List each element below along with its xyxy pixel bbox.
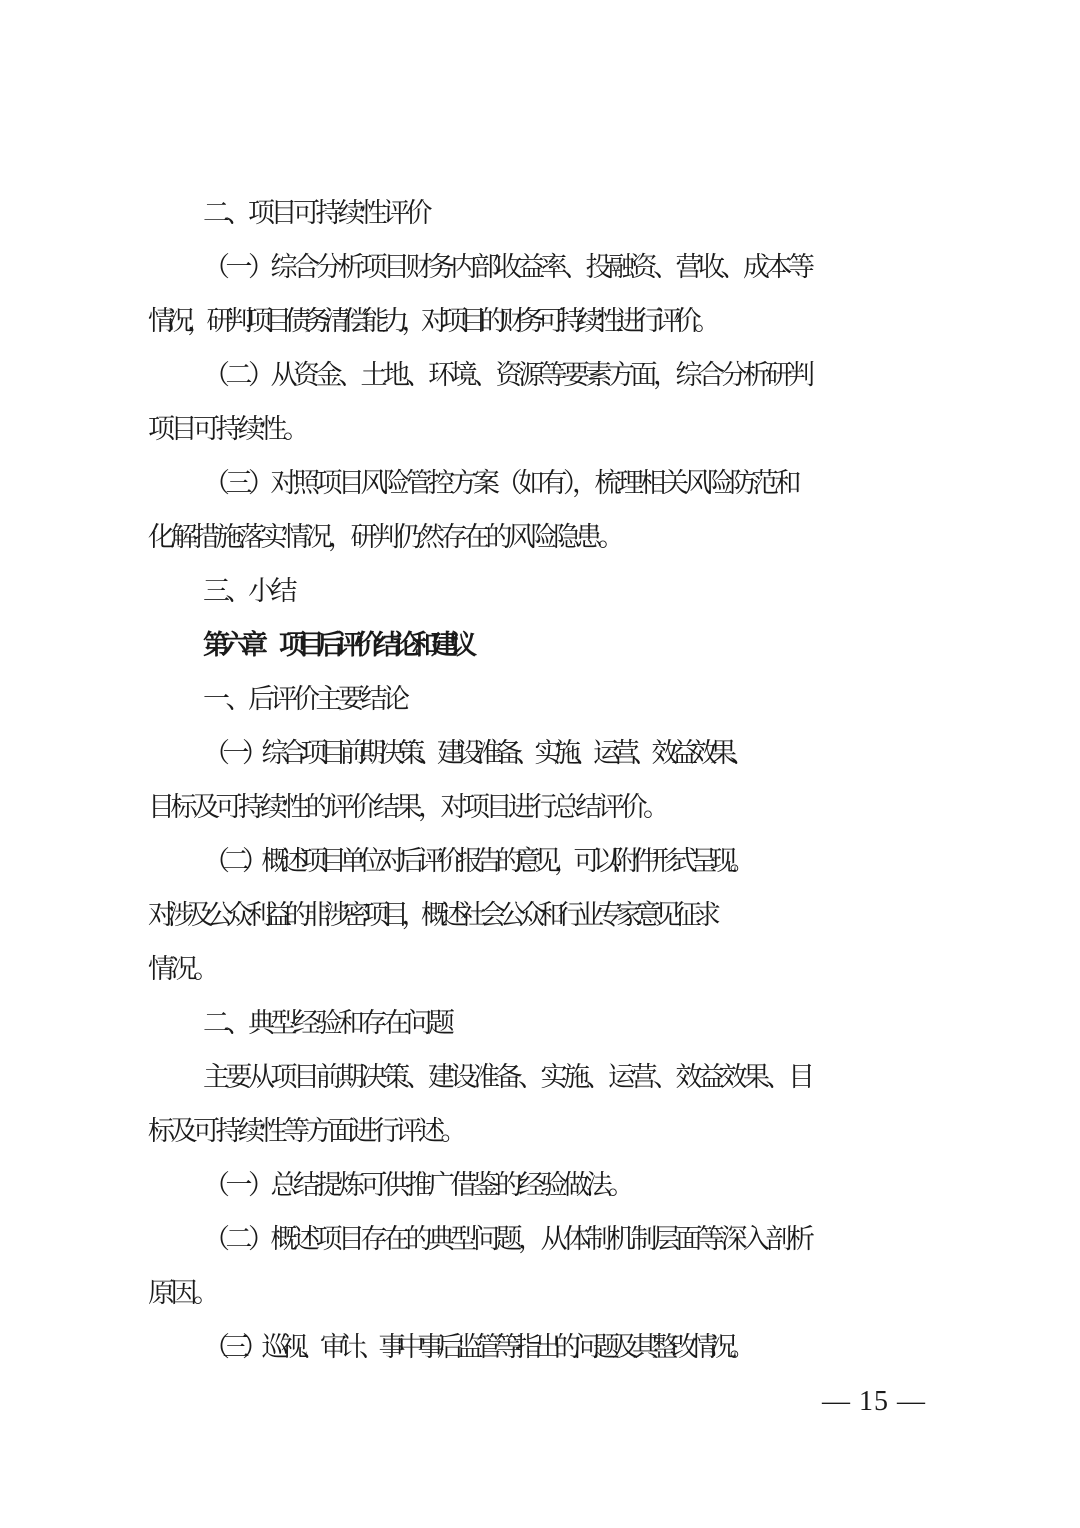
paragraph-line: 情况，研判项目债务清偿能力，对项目的财务可持续性进行评价。: [148, 306, 714, 337]
paragraph-line: 化解措施落实情况，研判仍然存在的风险隐患。: [148, 522, 621, 553]
paragraph-line: 原因。: [148, 1278, 216, 1309]
page-number: — 15 —: [822, 1386, 926, 1417]
section-heading-summary: 三、小结: [203, 576, 293, 607]
paragraph-line: 目标及可持续性的评价结果，对项目进行总结评价。: [148, 792, 666, 823]
paragraph-line: （二）从资金、土地、环境、资源等要素方面，综合分析研判: [203, 360, 811, 391]
paragraph-line: （一）总结提炼可供推广借鉴的经验做法。: [203, 1170, 631, 1201]
paragraph-line: （二）概述项目存在的典型问题，从体制机制层面等深入剖析: [203, 1224, 811, 1255]
paragraph-line: （二）概述项目单位对后评价报告的意见，可以附件形式呈现。: [203, 846, 749, 877]
paragraph-line: 主要从项目前期决策、建设准备、实施、运营、效益效果、目: [203, 1062, 811, 1093]
section-heading-sustainability: 二、项目可持续性评价: [203, 198, 428, 229]
paragraph-line: （三）巡视、审计、事中事后监管等指出的问题及其整改情况。: [203, 1332, 749, 1363]
section-heading-experience: 二、典型经验和存在问题: [203, 1008, 451, 1039]
paragraph-line: （一）综合分析项目财务内部收益率、投融资、营收、成本等: [203, 252, 811, 283]
paragraph-line: （一）综合项目前期决策、建设准备、实施、运营、效益效果、: [203, 738, 749, 769]
chapter-heading: 第六章 项目后评价结论和建议: [203, 630, 469, 661]
paragraph-line: 对涉及公众利益的非涉密项目，概述社会公众和行业专家意见征求: [148, 900, 714, 931]
paragraph-line: 情况。: [148, 954, 216, 985]
paragraph-line: 标及可持续性等方面进行评述。: [148, 1116, 463, 1147]
paragraph-line: 项目可持续性。: [148, 414, 306, 445]
section-heading-conclusions: 一、后评价主要结论: [203, 684, 406, 715]
paragraph-line: （三）对照项目风险管控方案（如有），梳理相关风险防范和: [203, 468, 797, 499]
